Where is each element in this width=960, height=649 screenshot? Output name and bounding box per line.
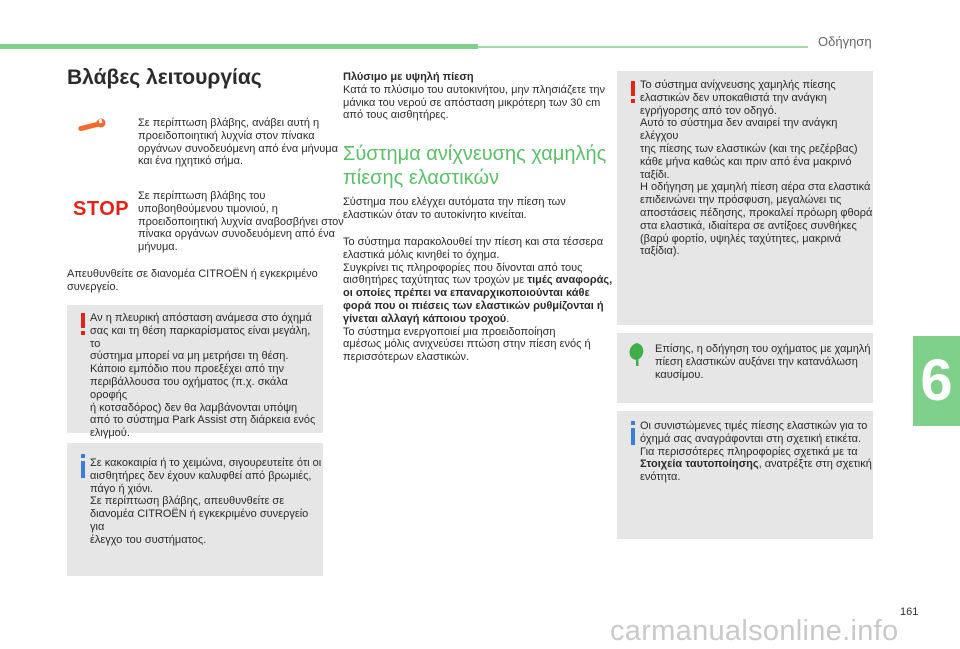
pressure-wash-paragraph — [343, 71, 605, 122]
info-text: Σε κακοκαιρία ή το χειμώνα, σιγουρευτείτε ότι οι αισθητήρες δεν έχουν καλυφθεί από βρωμιές, πάγο ή χιόνι. Σε περίπτωση βλάβης, απευθυνθείτε σε διανομέα CITROËN ή εγκεκριμένο συνεργείο για έλεγχο του συστήματος. — [90, 457, 322, 546]
identification-link: Στοιχεία ταυτοποίησης — [640, 458, 759, 471]
warning-text: Αν η πλευρική απόσταση ανάμεσα στο όχημά σας και τη θέση παρκαρίσματος είναι μεγάλη, το σύστημα μπορεί να μη μετρήσει τη θέση. Κάποιο εμπόδιο που προεξέχει από την περιβάλλουσα του οχήματος (π.χ. σκάλα οροφής ή κοτσαδόρος) δεν θα λαμβάνονται υπόψη από το σύστημα Park Assist στη διάρκεια ενός ελιγμού. — [90, 312, 316, 440]
leaf-icon — [625, 341, 649, 367]
tpms-warning-box — [617, 71, 873, 325]
tpms-info-box — [617, 411, 873, 539]
system-description: Σύστημα που ελέγχει αυτόματα την πίεση των ελαστικών όταν το αυτοκίνητο κινείται. — [343, 196, 566, 221]
header-accent-bar — [0, 44, 478, 49]
watermark: carmanualsonline.info — [610, 615, 899, 647]
system-operation — [343, 236, 612, 364]
header-accent-line — [478, 46, 808, 48]
pressure-wash-body: Κατά το πλύσιμο του αυτοκινήτου, μην πλησιάζετε την μάνικα του νερού σε απόσταση μικρότερη των 30 cm από τους αισθητήρες. — [343, 83, 606, 122]
info-box — [67, 443, 323, 576]
warning-icon — [631, 81, 635, 96]
page-title: Βλάβες λειτουργίας — [67, 66, 262, 89]
tpms-info-part1: Οι συνιστώμενες τιμές πίεσης ελαστικών για το όχημά σας αναγράφονται στη σχετική ετικέτα. Για περισσότερες πληροφορίες σχετικά με τα — [640, 420, 868, 458]
contact-dealer-text: Απευθυνθείτε σε διανομέα CITROËN ή εγκεκριμένο συνεργείο. — [67, 268, 318, 293]
section-heading: Σύστημα ανίχνευσης χαμηλής πίεσης ελαστικών — [343, 143, 607, 189]
wrench-icon — [76, 118, 106, 134]
reference-values-text: τιμές αναφοράς, οι οποίες πρέπει να επαναρχικοποιούνται κάθε φορά που οι πιέσεις των ελαστικών ρυθμίζονται ή γίνεται αλλαγή κάποιου τροχού — [343, 274, 613, 325]
tpms-info-part2: , ανατρέξτε στη σχετική ενότητα. — [640, 458, 872, 484]
steering-failure-text: Σε περίπτωση βλάβης του υποβοηθούμενου τιμονιού, η προειδοποιητική λυχνία αναβοσβήνει στον πίνακα οργάνων συνοδευόμενη από ένα μήνυμα. — [138, 190, 344, 254]
stop-warning-icon: STOP — [73, 198, 130, 220]
pressure-wash-title: Πλύσιμο με υψηλή πίεση — [343, 71, 474, 83]
section-title: Οδήγηση — [818, 34, 872, 49]
failure-text: Σε περίπτωση βλάβης, ανάβει αυτή η προειδοποιητική λυχνία στον πίνακα οργάνων συνοδευόμενη από ένα μήνυμα και ένα ηχητικό σήμα. — [138, 117, 338, 168]
system-operation-part2: . Το σύστημα ενεργοποιεί μια προειδοποίηση αμέσως μόλις ανιχνεύσει πτώση στην πίεση ενός ή περισσότερων ελαστικών. — [343, 312, 591, 364]
system-operation-part1: Το σύστημα παρακολουθεί την πίεση και στα τέσσερα ελαστικά μόλις κινηθεί το όχημα. Συγκρίνει τις πληροφορίες που δίνονται από τους αισθητήρες ταχύτητας των τροχών με — [343, 236, 604, 287]
eco-text: Επίσης, η οδήγηση του οχήματος με χαμηλή πίεση ελαστικών αυξάνει την κατανάλωση καυσίμου. — [655, 343, 871, 381]
tpms-warning-text: Το σύστημα ανίχνευσης χαμηλής πίεσης ελαστικών δεν υποκαθιστά την ανάγκη εγρήγορσης από τον οδηγό. Αυτό το σύστημα δεν αναιρεί την ανάγκη ελέγχου της πίεσης των ελαστικών (και της ρεζέρβας) κάθε μήνα καθώς και πριν από ένα μακρινό ταξίδι. Η οδήγηση με χαμηλή πίεση αέρα στα ελαστικά επιδεινώνει την πρόσφυση, μεγαλώνει τις αποστάσεις πέδησης, προκαλεί πρόωρη φθορά στα ελαστικά, ιδιαίτερα σε αντίξοες συνθήκες (βαρύ φορτίο, υψηλές ταχύτητες, μακρινά ταξίδια). — [640, 79, 873, 258]
eco-box — [617, 333, 873, 403]
info-icon — [81, 461, 85, 478]
page-number: 161 — [900, 606, 919, 618]
chapter-tab: 6 — [913, 336, 960, 426]
warning-box — [67, 305, 323, 440]
warning-icon — [81, 313, 85, 328]
info-icon — [631, 428, 635, 445]
tpms-info-text — [640, 420, 872, 484]
